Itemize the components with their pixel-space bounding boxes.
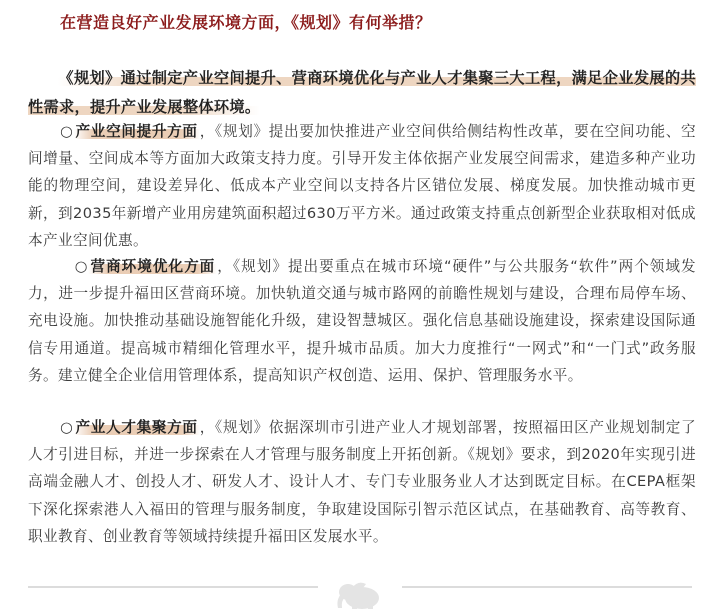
intro-text: 《规划》通过制定产业空间提升、营商环境优化与产业人才集聚三大工程，满足企业发展的共性需求，提升产业发展整体环境。 [28, 69, 696, 116]
section-heading-talent-gathering: 产业人才集聚方面 [75, 419, 198, 436]
section-paragraph-business-environment [28, 253, 696, 389]
footer-divider-left [28, 586, 318, 588]
section-bullet: ○ [74, 258, 89, 275]
section-heading-business-environment: 营商环境优化方面 [90, 258, 216, 275]
section-bullet: ○ [60, 123, 74, 140]
section-paragraph-industrial-space [28, 118, 696, 254]
section-heading-industrial-space: 产业空间提升方面 [75, 123, 198, 140]
section-paragraph-talent-gathering [28, 414, 696, 550]
intro-paragraph [28, 64, 696, 122]
elephant-mascot-icon [330, 568, 390, 609]
question-heading: 在营造良好产业发展环境方面，《规划》有何举措？ [60, 13, 432, 32]
section-bullet: ○ [60, 419, 74, 436]
section-body-business-environment: ，《规划》提出要重点在城市环境“硬件”与公共服务“软件”两个领域发力，进一步提升福田区营商环境。加快轨道交通与城市路网的前瞻性规划与建设，合理布局停车场、充电设施。加快推动基础设施智能化升级，建设智慧城区。强化信息基础设施建设，探索建设国际通信专用通道。提高城市精细化管理水平，提升城市品质。加大力度推行“一网式”和“一门式”政务服务。建立健全企业信用管理体系，提高知识产权创造、运用、保护、管理服务水平。 [28, 258, 696, 384]
section-body-industrial-space: ，《规划》提出要加快推进产业空间供给侧结构性改革，要在空间功能、空间增量、空间成本等方面加大政策支持力度。引导开发主体依据产业发展空间需求，建造多种产业功能的物理空间，建设差异化、低成本产业空间以支持各片区错位发展、梯度发展。加快推动城市更新，到2035年新增产业用房建筑面积超过630万平方米。通过政策支持重点创新型企业获取相对低成本产业空间优惠。 [28, 123, 697, 249]
section-body-talent-gathering: ，《规划》依据深圳市引进产业人才规划部署，按照福田区产业规划制定了人才引进目标，并进一步探索在人才管理与服务制度上开拓创新。《规划》要求，到2020年实现引进高端金融人才、创投人才、研发人才、设计人才、专门专业服务业人才达到既定目标。在CEPA框架下深化探索港人入福田的管理与服务制度，争取建设国际引智示范区试点，在基础教育、高等教育、职业教育、创业教育等领域持续提升福田区发展水平。 [28, 419, 697, 545]
footer-divider-right [402, 586, 692, 588]
